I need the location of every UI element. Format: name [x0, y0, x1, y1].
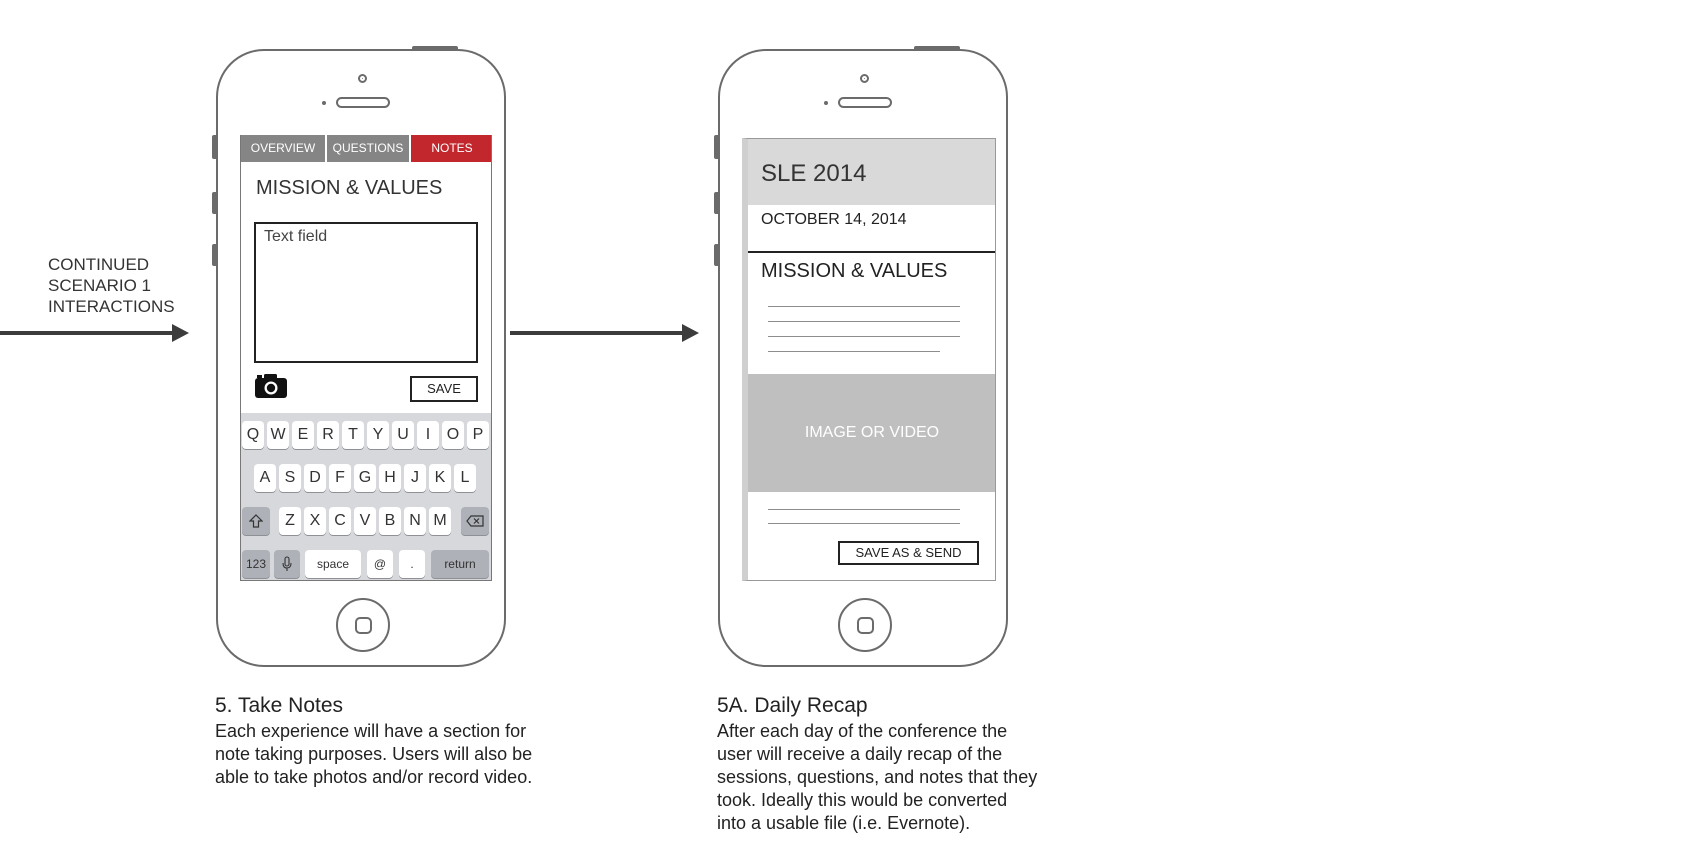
key-n[interactable]: N: [404, 507, 426, 535]
recap-header: [748, 139, 996, 205]
tab-overview[interactable]: OVERVIEW: [241, 135, 325, 162]
key-s[interactable]: S: [279, 464, 301, 492]
key-g[interactable]: G: [354, 464, 376, 492]
phone2-home-button[interactable]: [838, 598, 892, 652]
backspace-key[interactable]: [461, 507, 489, 535]
home-square-icon: [355, 617, 372, 634]
shift-key[interactable]: [242, 507, 270, 535]
recap-heading: MISSION & VALUES: [761, 260, 948, 282]
key-a[interactable]: A: [254, 464, 276, 492]
phone2-camera: [860, 74, 869, 83]
phone1-sensor: [322, 101, 326, 105]
notes-line: [768, 523, 960, 524]
flow-arrow-between: [510, 331, 682, 335]
tab-questions[interactable]: QUESTIONS: [327, 135, 409, 162]
at-key[interactable]: @: [367, 550, 393, 578]
key-y[interactable]: Y: [367, 421, 389, 449]
key-w[interactable]: W: [267, 421, 289, 449]
key-u[interactable]: U: [392, 421, 414, 449]
flow-arrow-between-head: [682, 324, 699, 342]
key-h[interactable]: H: [379, 464, 401, 492]
key-x[interactable]: X: [304, 507, 326, 535]
key-v[interactable]: V: [354, 507, 376, 535]
numbers-key[interactable]: 123: [242, 550, 270, 578]
phone1-speaker: [336, 97, 390, 108]
notes-line: [768, 351, 940, 352]
key-j[interactable]: J: [404, 464, 426, 492]
step5a-description: After each day of the conference the user will receive a daily recap of the sessions, questions, and notes that they took. Ideally this would be converted into a usable file (i.e. Evernote).: [717, 721, 1038, 833]
key-o[interactable]: O: [442, 421, 464, 449]
phone2-sensor: [824, 101, 828, 105]
key-e[interactable]: E: [292, 421, 314, 449]
notes-text-field[interactable]: [254, 222, 478, 363]
notes-line: [768, 336, 960, 337]
save-and-send-button[interactable]: SAVE AS & SEND: [838, 541, 979, 565]
key-t[interactable]: T: [342, 421, 364, 449]
space-key[interactable]: space: [305, 550, 361, 578]
divider: [748, 251, 996, 253]
notes-heading: MISSION & VALUES: [256, 177, 443, 199]
flow-arrow-in: [0, 331, 172, 335]
return-key[interactable]: return: [431, 550, 489, 578]
event-title: SLE 2014: [761, 160, 867, 187]
key-l[interactable]: L: [454, 464, 476, 492]
camera-icon[interactable]: [254, 373, 288, 399]
step5-description: Each experience will have a section for note taking purposes. Users will also be able to take photos and/or record video.: [215, 721, 533, 787]
backspace-icon: [466, 515, 484, 527]
tab-notes[interactable]: NOTES: [411, 135, 492, 162]
key-r[interactable]: R: [317, 421, 339, 449]
dot-key[interactable]: .: [399, 550, 425, 578]
key-z[interactable]: Z: [279, 507, 301, 535]
microphone-key[interactable]: [274, 550, 300, 578]
text-field-placeholder: Text field: [264, 228, 328, 245]
shift-arrow-icon: [249, 514, 263, 528]
save-button[interactable]: SAVE: [410, 376, 478, 402]
key-i[interactable]: I: [417, 421, 439, 449]
step5a-title: 5A. Daily Recap: [717, 694, 868, 717]
phone2-screen: [742, 138, 996, 581]
key-p[interactable]: P: [467, 421, 489, 449]
home-square-icon: [857, 617, 874, 634]
key-k[interactable]: K: [429, 464, 451, 492]
recap-date: OCTOBER 14, 2014: [761, 211, 907, 228]
phone1-camera: [358, 74, 367, 83]
key-m[interactable]: M: [429, 507, 451, 535]
notes-line: [768, 306, 960, 307]
continued-scenario-label: CONTINUED SCENARIO 1 INTERACTIONS: [48, 255, 175, 316]
key-d[interactable]: D: [304, 464, 326, 492]
phone2-speaker: [838, 97, 892, 108]
media-placeholder[interactable]: IMAGE OR VIDEO: [748, 374, 996, 492]
microphone-icon: [282, 556, 292, 572]
notes-line: [768, 509, 960, 510]
phone1-screen: [240, 135, 492, 581]
keyboard: [241, 413, 492, 581]
key-f[interactable]: F: [329, 464, 351, 492]
flow-arrow-in-head: [172, 324, 189, 342]
phone1-home-button[interactable]: [336, 598, 390, 652]
key-b[interactable]: B: [379, 507, 401, 535]
key-q[interactable]: Q: [242, 421, 264, 449]
step5-title: 5. Take Notes: [215, 694, 344, 717]
notes-line: [768, 321, 960, 322]
key-c[interactable]: C: [329, 507, 351, 535]
